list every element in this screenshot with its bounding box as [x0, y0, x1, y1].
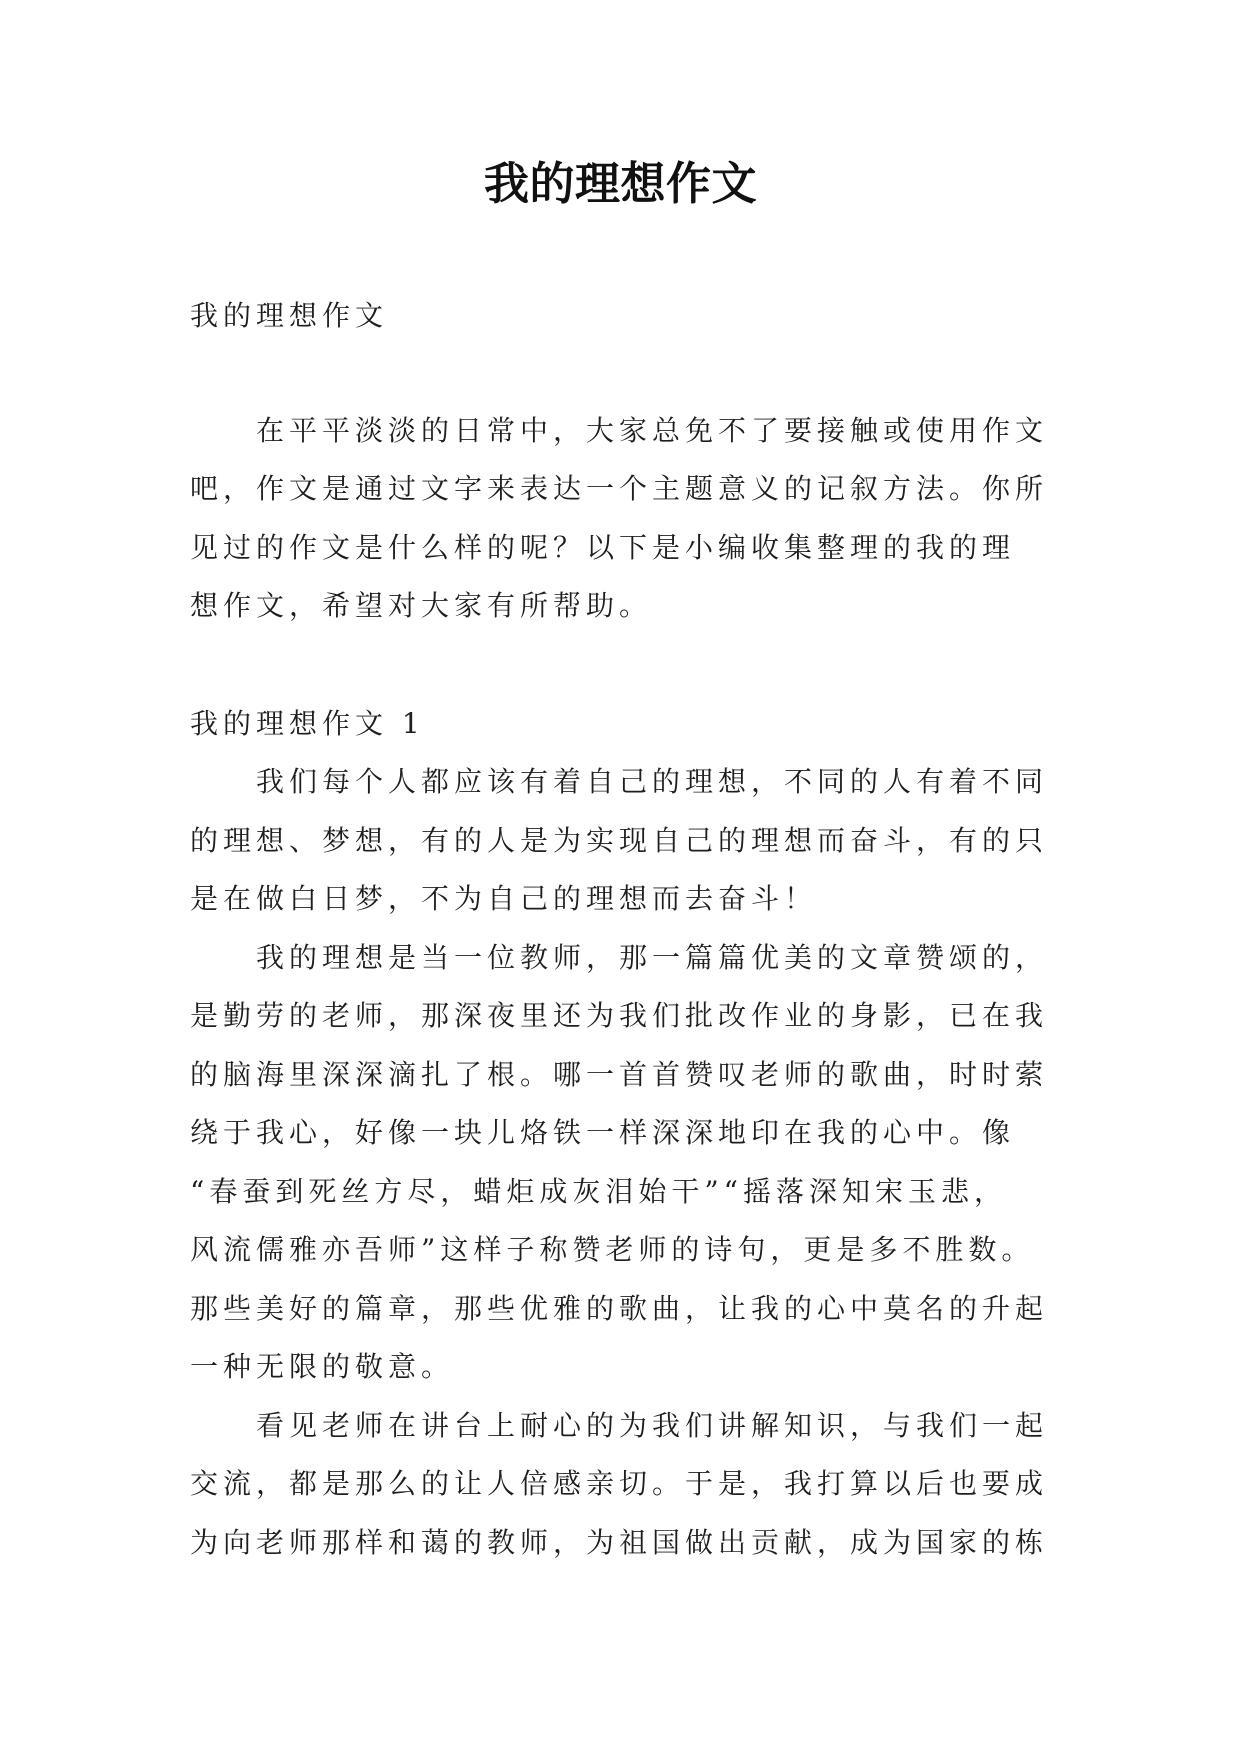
paragraph-line: 一种无限的敬意。: [190, 1350, 455, 1383]
paragraph-line: 的脑海里深深滴扎了根。哪一首首赞叹老师的歌曲，时时萦: [190, 1057, 1049, 1091]
paragraph-line: 看见老师在讲台上耐心的为我们讲解知识，与我们一起: [256, 1408, 1049, 1442]
document-body: [190, 287, 1120, 1572]
paragraph-1: [190, 753, 1120, 929]
paragraph-line: 我的理想是当一位教师，那一篇篇优美的文章赞颂的，: [256, 940, 1049, 974]
paragraph-line: 绕于我心，好像一块儿烙铁一样深深地印在我的心中。像: [190, 1116, 1016, 1149]
paragraph-3: [190, 1397, 1120, 1573]
paragraph-line: 是勤劳的老师，那深夜里还为我们批改作业的身影，已在我: [190, 999, 1049, 1032]
paragraph-line: 的理想、梦想，有的人是为实现自己的理想而奋斗，有的只: [190, 823, 1049, 857]
paragraph-line: 是在做白日梦，不为自己的理想而去奋斗！: [190, 882, 818, 915]
paragraph-2: [190, 929, 1120, 1397]
paragraph-line: 见过的作文是什么样的呢？以下是小编收集整理的我的理: [190, 530, 1016, 564]
paragraph-line: “春蚕到死丝方尽，蜡炬成灰泪始干”“摇落深知宋玉悲，: [190, 1174, 1007, 1208]
document-title: 我的理想作文: [483, 157, 757, 210]
intro-paragraph: [190, 402, 1120, 636]
section-heading: 我的理想作文 1: [190, 706, 425, 740]
paragraph-line: 想作文，希望对大家有所帮助。: [190, 589, 653, 622]
paragraph-line: 我们每个人都应该有着自己的理想，不同的人有着不同: [256, 765, 1049, 798]
paragraph-line: 那些美好的篇章，那些优雅的歌曲，让我的心中莫名的升起: [190, 1291, 1049, 1325]
paragraph-line: 交流，都是那么的让人倍感亲切。于是，我打算以后也要成: [190, 1467, 1049, 1500]
document-subtitle: 我的理想作文: [190, 299, 389, 332]
paragraph-line: 吧，作文是通过文字来表达一个主题意义的记叙方法。你所: [190, 472, 1049, 505]
paragraph-line: 在平平淡淡的日常中，大家总免不了要接触或使用作文: [256, 413, 1049, 447]
paragraph-line: 为向老师那样和蔼的教师，为祖国做出贡献，成为国家的栋: [190, 1525, 1049, 1559]
paragraph-line: 风流儒雅亦吾师”这样子称赞老师的诗句，更是多不胜数。: [190, 1233, 1035, 1266]
